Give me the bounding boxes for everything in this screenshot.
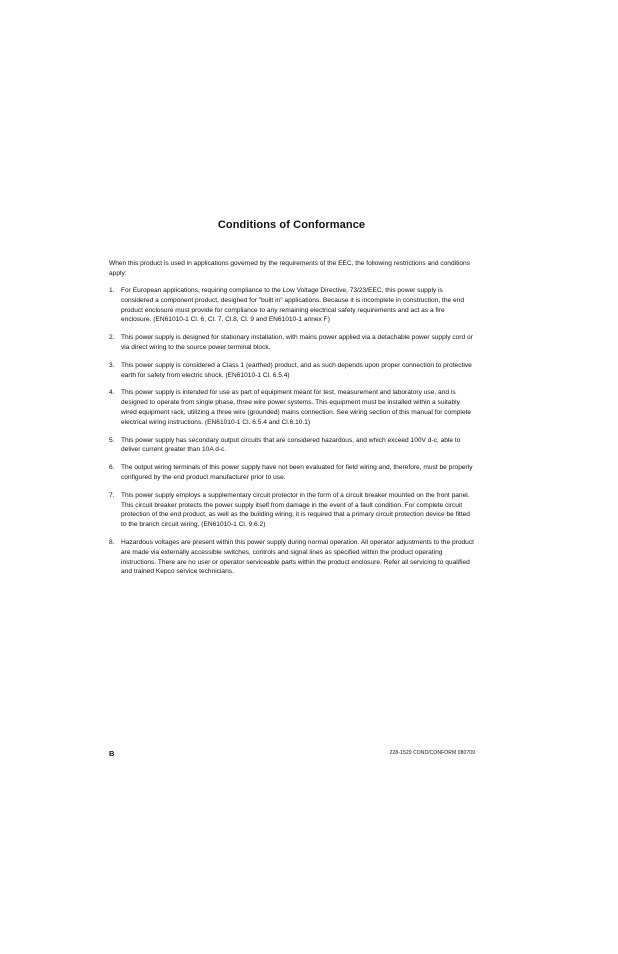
condition-text: This power supply is considered a Class 1 (earthed) product, and as such depends upon proper connection to protective earth for safety from electric shock. (EN61010-1 Cl. 6.5.4) <box>121 361 472 379</box>
page-title: Conditions of Conformance <box>217 219 366 231</box>
condition-number: 6. <box>109 464 115 472</box>
condition-item <box>109 436 475 456</box>
condition-text: Hazardous voltages are present within this power supply during normal operation. All operator adjustments to the product are made via externally accessible switches, controls and signal lines as specified within the product operating instructions. There are no user or operator serviceable parts within the product enclosure. Refer all servicing to qualified and trained Kepco service technicians. <box>121 538 474 576</box>
condition-item <box>109 491 475 530</box>
condition-number: 1. <box>109 287 115 294</box>
condition-text: The output wiring terminals of this power supply have not been evaluated for field wiring and, therefore, must be properly configured by the end product manufacturer prior to use. <box>121 464 473 481</box>
condition-number: 4. <box>109 389 115 397</box>
condition-text: For European applications, requiring compliance to the Low Voltage Directive, 73/23/EEC, this power supply is considered a component product, designed for "built in" applications. Because it is incomplete in construction, the end product enclosure must provide for compliance to any remaining electrical safety requirements and act as a fire enclosure. (EN61010-1 Cl. 6, Cl. 7, Cl.8, Cl. 9 and EN61010-1 annex F) <box>121 287 464 324</box>
condition-text: This power supply employs a supplementary circuit protector in the form of a circuit breaker mounted on the front panel. This circuit breaker protects the power supply itself from damage in the event of a fault condition. For complete circuit protection of the end product, as well as the building wiring, it is required that a primary circuit protection device be fitted to the branch circuit wiring. (EN61010-1 Cl. 9.6.2) <box>121 491 470 529</box>
footer-doc-code: 228-1529 COND/CONFORM 080709 <box>389 750 475 756</box>
condition-text: This power supply is intended for use as part of equipment meant for test, measurement and laboratory use, and is designed to operate from single phase, three wire power systems. This equipment must be installed within a suitably wired equipment rack, utilizing a three wire (grounded) mains connection. See wiring section of this manual for complete electrical wiring instructions. (EN61010-1 Cl. 6.5.4 and Cl.6.10.1) <box>121 389 472 426</box>
condition-number: 2. <box>109 334 115 342</box>
condition-item <box>109 463 475 483</box>
condition-item <box>109 388 475 427</box>
intro-paragraph: When this product is used in applications governed by the requirements of the EEC, the following restrictions and conditions apply: <box>109 260 471 277</box>
footer-page-label: B <box>109 749 115 758</box>
condition-item <box>109 538 475 577</box>
condition-text: This power supply has secondary output circuits that are considered hazardous, and which exceed 100V d-c, able to deliver current greater than 10A d-c. <box>121 436 461 454</box>
condition-item <box>109 333 475 353</box>
condition-item <box>109 286 475 325</box>
condition-number: 5. <box>109 436 115 444</box>
conditions-list <box>109 286 475 585</box>
condition-number: 8. <box>109 538 115 546</box>
condition-number: 3. <box>109 361 115 369</box>
condition-item <box>109 361 475 381</box>
condition-text: This power supply is designed for stationary installation, with mains power applied via a detachable power supply cord or via direct wiring to the source power terminal block. <box>121 334 473 351</box>
condition-number: 7. <box>109 491 115 499</box>
